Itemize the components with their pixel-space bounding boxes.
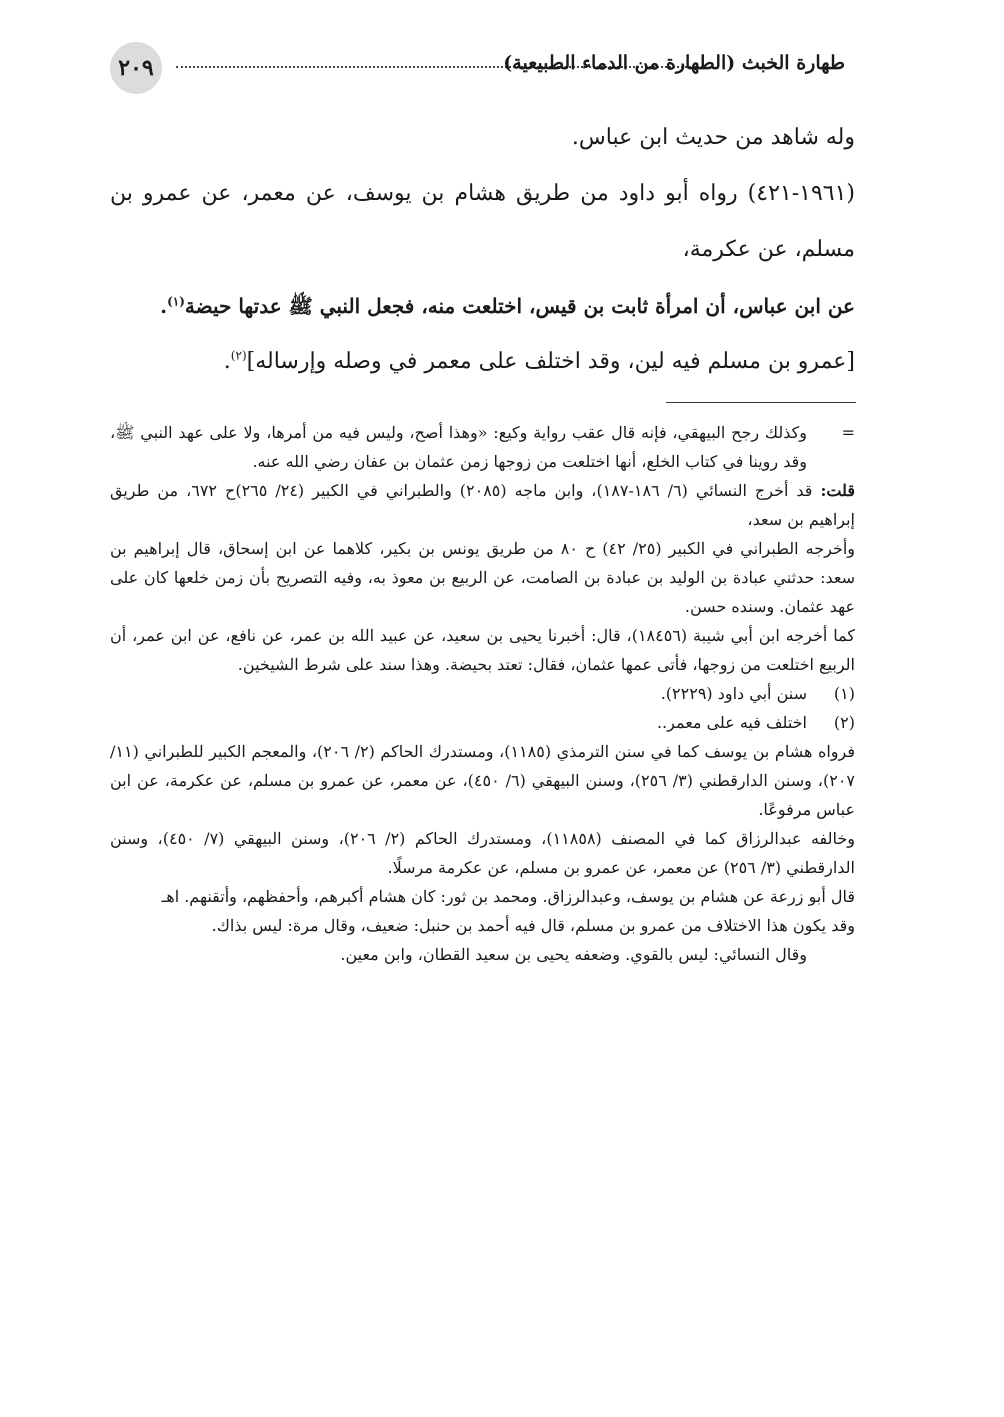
page-header [110,40,845,100]
footnote-separator [666,402,856,403]
main-text [110,110,855,390]
footnotes [110,418,855,969]
footnote-2: (٢) اختلف فيه على معمر.. [110,708,855,737]
footnote-paragraph: فرواه هشام بن يوسف كما في سنن الترمذي (١١٨٥)، ومستدرك الحاكم (٢/ ٢٠٦)، والمعجم الكبير للطبراني (١١/ ٢٠٧)، وسنن الدارقطني (٣/ ٢٥٦)، وسنن البيهقي (٦/ ٤٥٠)، عن معمر، عن عمرو بن مسلم، عن عكرمة، عن ابن عباس مرفوعًا. [110,742,855,819]
footnote-continuation: = وكذلك رجح البيهقي، فإنه قال عقب رواية وكيع: «وهذا أصح، وليس فيه من أمرها، ولا على عهد النبي ﷺ، وقد روينا في كتاب الخلع، أنها اختلعت من زوجها زمن عثمان بن عفان رضي الله عنه. [110,418,855,476]
page-number-badge: ٢٠٩ [110,42,162,94]
footnote-2-number: (٢) [833,713,855,732]
footnote-paragraph: قال أبو زرعة عن هشام بن يوسف، وعبدالرزاق. ومحمد بن ثور: كان هشام أكبرهم، وأحفظهم، وأتقنهم. اهـ [161,887,855,906]
footnote-paragraph: وخالفه عبدالرزاق كما في المصنف (١١٨٥٨)، ومستدرك الحاكم (٢/ ٢٠٦)، وسنن البيهقي (٧/ ٤٥٠)، وسنن الدارقطني (٣/ ٢٥٦) عن معمر، عن عمرو بن مسلم، عن عكرمة مرسلًا. [110,829,855,877]
footnote-ref-2[interactable]: (٢) [230,348,247,363]
continuation-mark: = [841,423,855,442]
footnote-1-number: (١) [833,684,855,703]
grading-text: [عمرو بن مسلم فيه لين، وقد اختلف على معمر في وصله وإرساله] [246,349,855,374]
matn-text: عن ابن عباس، أن امرأة ثابت بن قيس، اختلعت منه، فجعل النبي ﷺ عدتها حيضة [184,294,855,318]
footnote-1: (١) سنن أبي داود (٢٢٢٩). [110,679,855,708]
footnote-paragraph: قلت: قد أخرج النسائي (٦/ ١٨٦-١٨٧)، وابن ماجه (٢٠٨٥) والطبراني في الكبير (٢٤/ ٢٦٥)ح ٦٧٢، من طريق إبراهيم بن سعد، [110,481,855,529]
footnote-ref-1[interactable]: (١) [167,294,185,309]
main-line-witness: وله شاهد من حديث ابن عباس. [571,125,855,150]
main-line-isnad: (١٩٦١-٤٢١) رواه أبو داود من طريق هشام بن يوسف، عن معمر، عن عمرو بن مسلم، عن عكرمة، [110,181,855,262]
footnote-paragraph: كما أخرجه ابن أبي شيبة (١٨٤٥٦)، قال: أخبرنا يحيى بن سعيد، عن عبيد الله بن عمر، عن نافع، عن ابن عمر، أن الربيع اختلعت من زوجها، فأتى عمها عثمان، فقال: تعتد بحيضة. وهذا سند على شرط الشيخين. [110,626,855,674]
main-line-grading: [عمرو بن مسلم فيه لين، وقد اختلف على معمر في وصله وإرساله]$^{(٢)}$. [223,348,855,374]
running-title: طهارة الخبث (الطهارة من الدماء الطبيعية) [503,52,845,74]
footnote-paragraph: وقال النسائي: ليس بالقوي. وضعفه يحيى بن سعيد القطان، وابن معين. [340,945,807,964]
footnote-paragraph: وقد يكون هذا الاختلاف من عمرو بن مسلم، قال فيه أحمد بن حنبل: ضعيف، وقال مرة: ليس بذاك. [211,916,855,935]
qult-label: قلت: [820,481,855,500]
main-line-matn: عن ابن عباس، أن امرأة ثابت بن قيس، اختلعت منه، فجعل النبي ﷺ عدتها حيضة$^{(١)}$. [160,294,855,318]
footnote-paragraph: وأخرجه الطبراني في الكبير (٢٥/ ٤٢) ح ٨٠ من طريق يونس بن بكير، كلاهما عن ابن إسحاق، قال إبراهيم بن سعد: حدثني عبادة بن الوليد بن عبادة بن الصامت، عن الربيع بن معوذ به، وفيه التصريح بأن زمن خلعها كان على عهد عثمان. وسنده حسن. [110,539,855,616]
